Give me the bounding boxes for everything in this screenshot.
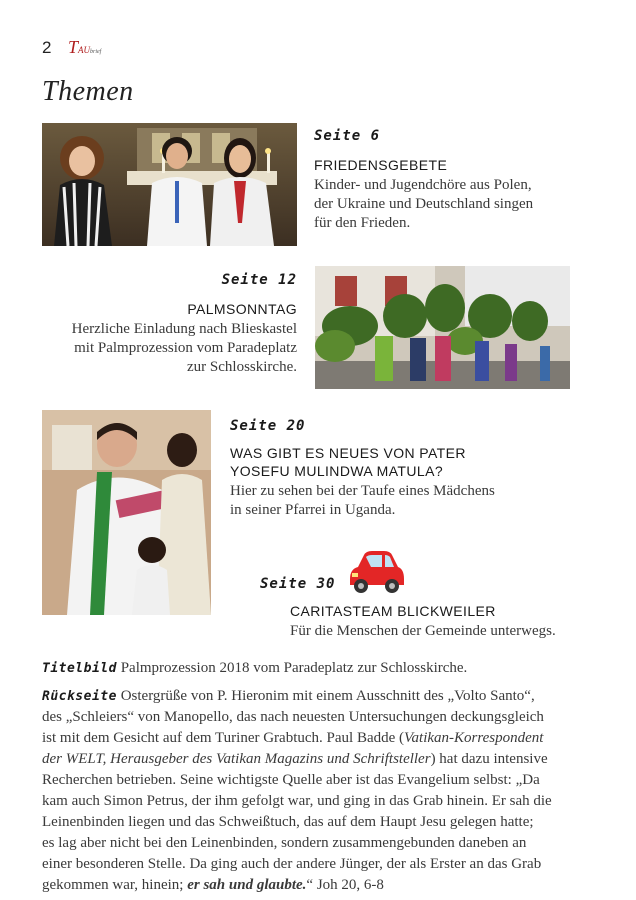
titelbild-label: Titelbild bbox=[42, 661, 117, 676]
rueckseite-line: ) hat dazu intensive bbox=[430, 751, 548, 767]
item2-line: mit Palmprozession vom Paradeplatz bbox=[74, 340, 297, 356]
item2-line: zur Schlosskirche. bbox=[187, 359, 297, 375]
rueckseite-label: Rückseite bbox=[42, 689, 117, 704]
item3-line: Hier zu sehen bei der Taufe eines Mädchens bbox=[230, 483, 495, 499]
rueckseite-italic: Vatikan-Korrespondent bbox=[404, 730, 544, 746]
rueckseite-line: es lag aber nicht bei den Leinenbinden, sondern zusammengebunden daneben an bbox=[42, 835, 527, 851]
brand-rest: AU bbox=[78, 45, 91, 55]
item4-line: Für die Menschen der Gemeinde unterwegs. bbox=[290, 623, 556, 639]
titelbild-text: Palmprozession 2018 vom Paradeplatz zur Schlosskirche. bbox=[120, 660, 468, 676]
palmsonntag-heading: PALMSONNTAG bbox=[187, 301, 297, 317]
item3-line: in seiner Pfarrei in Uganda. bbox=[230, 502, 396, 518]
palm-procession-photo bbox=[315, 266, 570, 389]
brand-letter: T bbox=[68, 37, 79, 57]
rueckseite-quote-bold: er sah und glaubte. bbox=[187, 877, 307, 893]
page-title: Themen bbox=[42, 76, 134, 107]
item2-line: Herzliche Einladung nach Blieskastel bbox=[71, 321, 297, 337]
item4-text bbox=[290, 622, 556, 641]
rueckseite-line: Recherchen betrieben. Seine wichtigste Quelle aber ist das Evangelium selbst: „Da bbox=[42, 772, 540, 788]
rueckseite-line: Ostergrüße von P. Hieronim mit einem Ausschnitt des „Volto Santo“, bbox=[120, 688, 535, 704]
item1-line: Kinder- und Jugendchöre aus Polen, bbox=[314, 177, 532, 193]
seite-6-label: Seite 6 bbox=[314, 128, 381, 144]
item1-line: der Ukraine und Deutschland singen bbox=[314, 196, 534, 212]
rueckseite-caption bbox=[42, 686, 612, 896]
rueckseite-line: einer besonderen Stelle. Da ging auch der andere Jünger, der als Erster an das Grab bbox=[42, 856, 542, 872]
pater-yosefu-heading bbox=[230, 444, 466, 480]
car-icon bbox=[344, 545, 406, 597]
heading-line: WAS GIBT ES NEUES VON PATER bbox=[230, 445, 466, 461]
heading-line: YOSEFU MULINDWA MATULA? bbox=[230, 463, 444, 479]
choir-photo bbox=[42, 123, 297, 246]
item1-text bbox=[314, 176, 533, 233]
rueckseite-line: Leinenbinden liegen und das Schweißtuch, das auf dem Haupt Jesu gelegen hatte; bbox=[42, 814, 534, 830]
seite-30-label: Seite 30 bbox=[260, 576, 336, 592]
brand-suffix: brief bbox=[90, 49, 102, 55]
caritasteam-heading: CARITASTEAM BLICKWEILER bbox=[290, 603, 496, 619]
rueckseite-line: gekommen war, hinein; bbox=[42, 877, 184, 893]
seite-12-label: Seite 12 bbox=[221, 272, 297, 288]
brand-logo bbox=[68, 37, 101, 58]
rueckseite-line: kam auch Simon Petrus, der ihm gefolgt war, und ging in das Grab hinein. Er sah die bbox=[42, 793, 552, 809]
item3-text bbox=[230, 482, 495, 520]
seite-20-label: Seite 20 bbox=[230, 418, 306, 434]
rueckseite-italic: der WELT, Herausgeber des Vatikan Magazins und Schriftsteller bbox=[42, 751, 431, 767]
rueckseite-line: “ Joh 20, 6-8 bbox=[306, 877, 384, 893]
titelbild-caption bbox=[42, 658, 602, 679]
page-number: 2 bbox=[42, 38, 52, 57]
item2-text bbox=[40, 320, 297, 377]
friedensgebete-heading: FRIEDENSGEBETE bbox=[314, 157, 448, 173]
baptism-photo bbox=[42, 410, 211, 615]
rueckseite-line: ist mit dem Gesicht auf dem Turiner Grabtuch. Paul Badde ( bbox=[42, 730, 405, 746]
item1-line: für den Frieden. bbox=[314, 215, 411, 231]
rueckseite-line: des „Schleiers“ von Manopello, das nach neuesten Untersuchungen deckungsgleich bbox=[42, 709, 544, 725]
